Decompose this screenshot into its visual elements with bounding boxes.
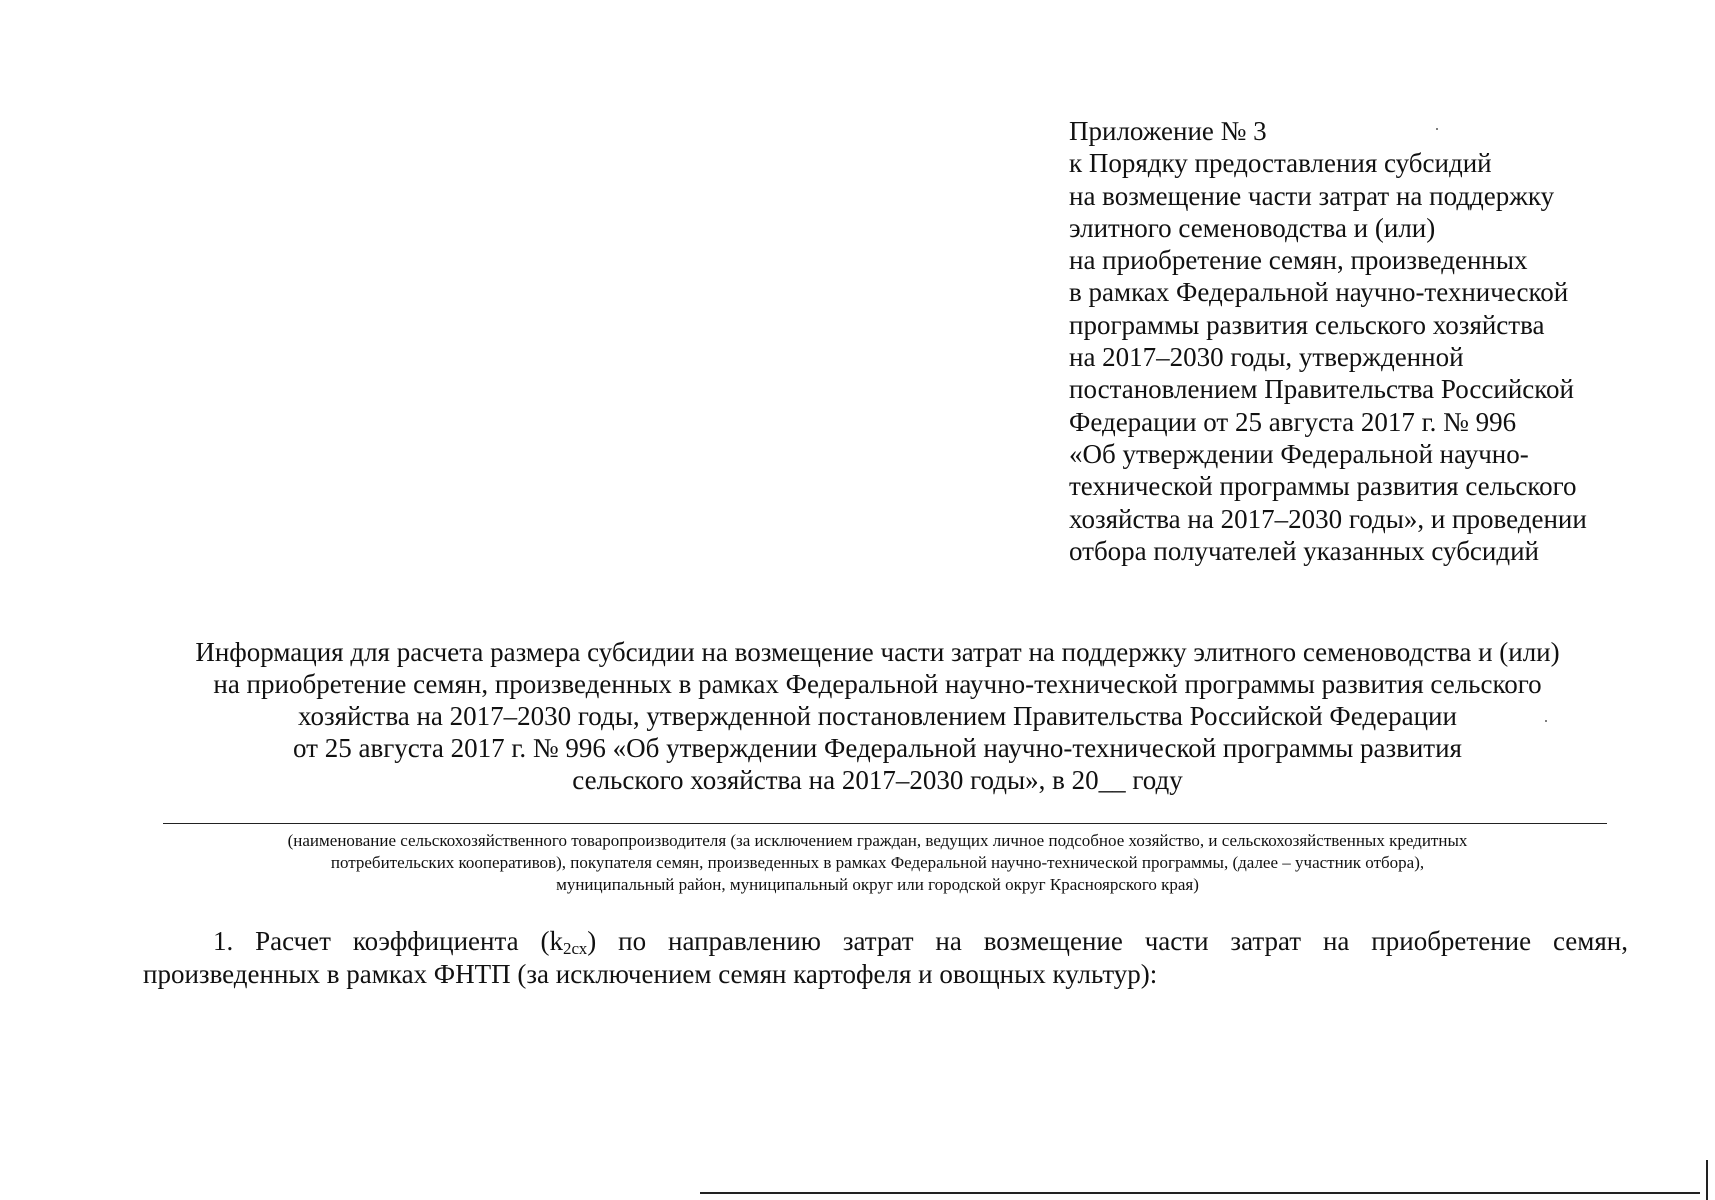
- appendix-line: программы развития сельского хозяйства: [1069, 309, 1545, 340]
- appendix-line: на возмещение части затрат на поддержку: [1069, 180, 1555, 211]
- appendix-line: в рамках Федеральной научно-технической: [1069, 277, 1569, 308]
- title-line: Информация для расчета размера субсидии на возмещение части затрат на поддержку элитного семеноводства и (или): [195, 637, 1560, 667]
- scan-speck: [1545, 720, 1547, 722]
- caption-line: потребительских кооперативов), покупателя семян, произведенных в рамках Федеральной научно-технической программы, (далее – участник отбора),: [330, 853, 1425, 872]
- coefficient-subscript: 2сх: [562, 939, 588, 958]
- appendix-line: к Порядку предоставления субсидий: [1069, 148, 1492, 179]
- title-line: сельского хозяйства на 2017–2030 годы», в 20__ году: [572, 765, 1183, 795]
- paragraph-1-text-start: 1. Расчет коэффициента (k: [213, 926, 563, 956]
- appendix-line: «Об утверждении Федеральной научно-: [1069, 438, 1529, 469]
- title-line: хозяйства на 2017–2030 годы, утвержденной постановлением Правительства Российской Федерации: [298, 701, 1457, 731]
- title-line: от 25 августа 2017 г. № 996 «Об утверждении Федеральной научно-технической программы развития: [293, 733, 1462, 763]
- title-line: на приобретение семян, произведенных в рамках Федеральной научно-технической программы развития сельского: [213, 669, 1542, 699]
- caption-line: муниципальный район, муниципальный округ или городской округ Красноярского края): [556, 875, 1199, 894]
- document-title: [140, 636, 1615, 796]
- appendix-line: хозяйства на 2017–2030 годы», и проведении: [1069, 503, 1587, 534]
- appendix-line: элитного семеноводства и (или): [1069, 212, 1436, 243]
- appendix-line: постановлением Правительства Российской: [1069, 374, 1574, 405]
- appendix-line: Приложение № 3: [1069, 116, 1267, 146]
- appendix-line: Федерации от 25 августа 2017 г. № 996: [1069, 406, 1517, 437]
- caption-line: (наименование сельскохозяйственного товаропроизводителя (за исключением граждан, ведущих личное подсобное хозяйство, и сельскохозяйственных кредитных: [287, 831, 1468, 850]
- name-caption: [140, 830, 1615, 896]
- appendix-line: на 2017–2030 годы, утвержденной: [1069, 342, 1464, 373]
- appendix-line: технической программы развития сельского: [1069, 471, 1577, 502]
- appendix-header: [1069, 115, 1669, 567]
- paragraph-1: [143, 925, 1628, 991]
- appendix-line: на приобретение семян, произведенных: [1069, 245, 1528, 276]
- name-underline: [163, 823, 1607, 824]
- appendix-line: отбора получателей указанных субсидий: [1069, 535, 1539, 566]
- paragraph-1-text-end: ) по направлению затрат на возмещение части затрат на приобретение семян,: [587, 926, 1628, 956]
- scan-edge-right: [1706, 1160, 1708, 1200]
- paragraph-1-line-1: [143, 925, 1628, 958]
- scan-speck: [1436, 128, 1438, 130]
- scan-edge-bottom: [700, 1192, 1700, 1194]
- paragraph-1-line-2: произведенных в рамках ФНТП (за исключением семян картофеля и овощных культур):: [143, 959, 1158, 989]
